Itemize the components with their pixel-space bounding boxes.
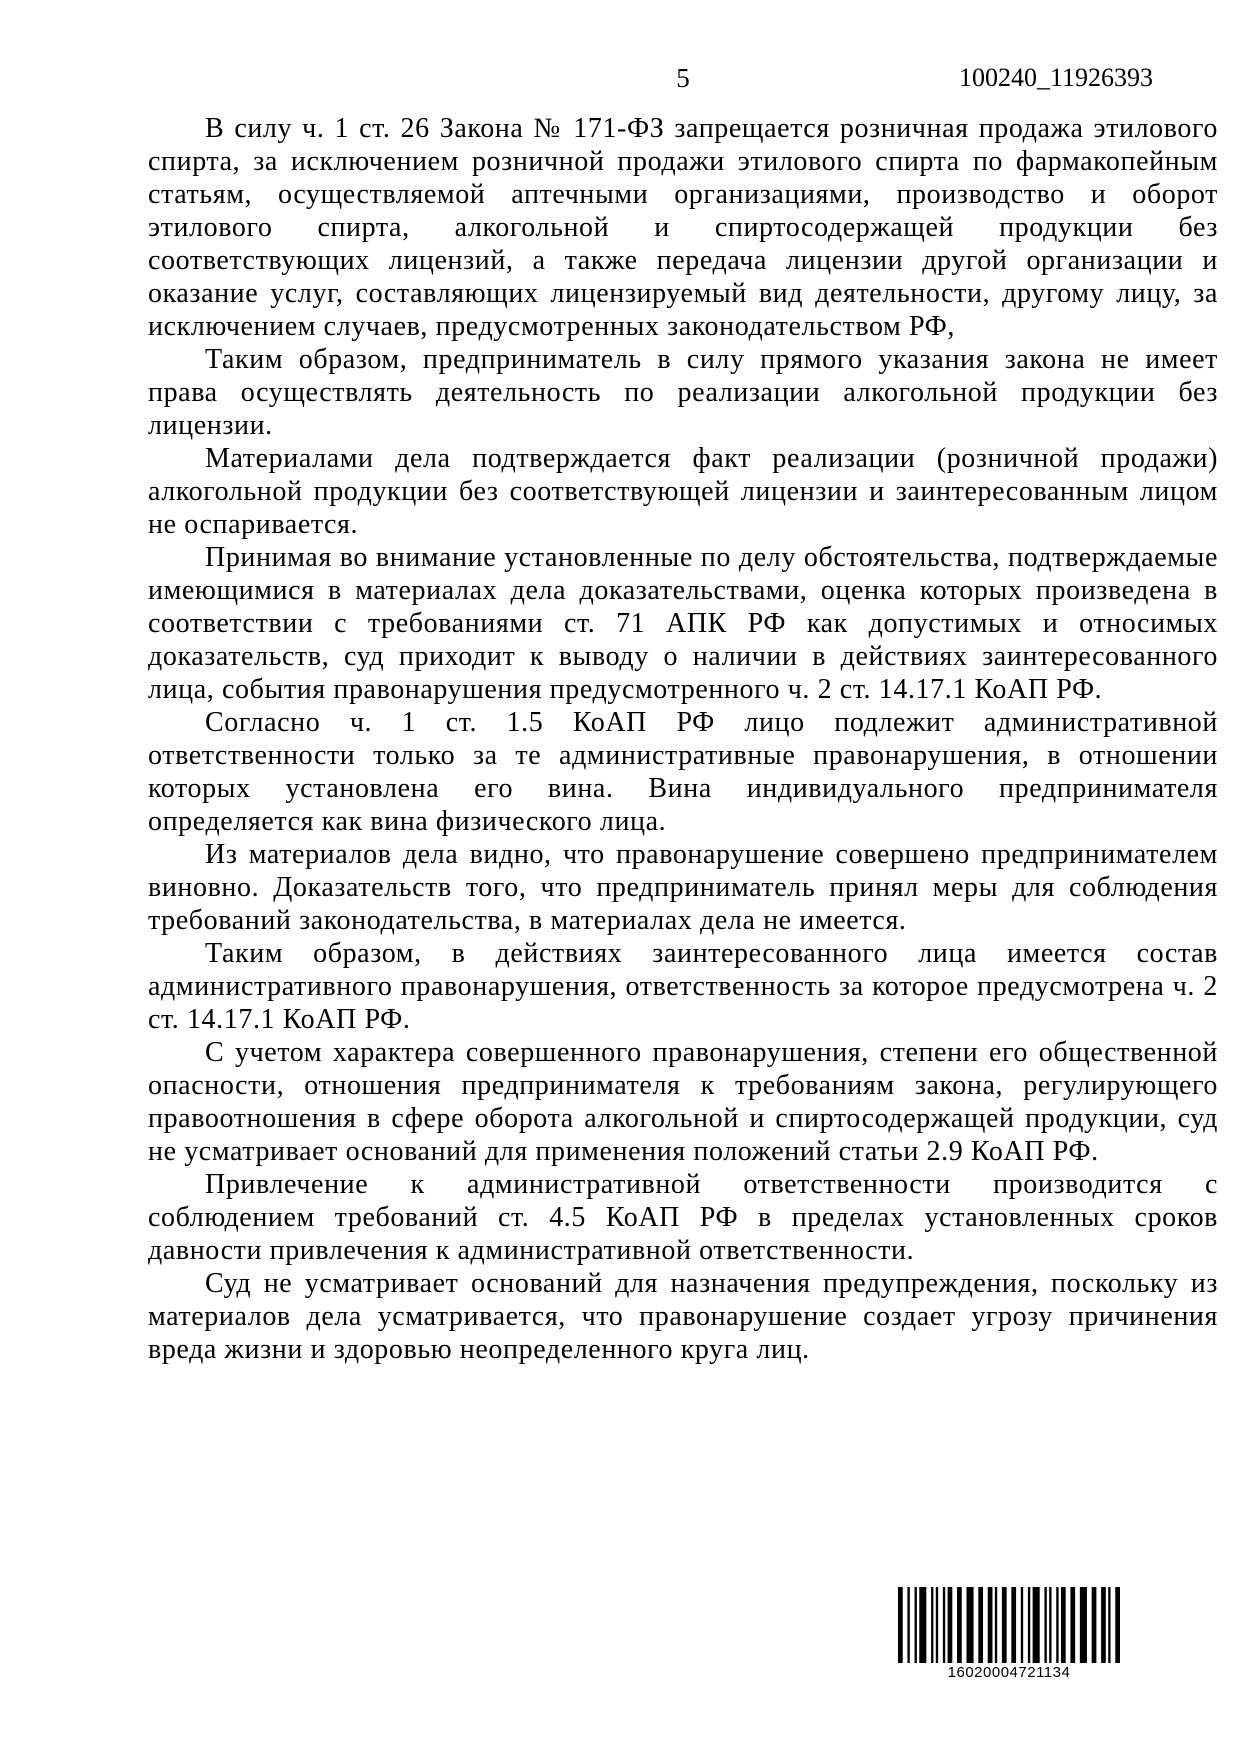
- page-header: [148, 62, 1218, 102]
- page-number: 5: [676, 63, 690, 93]
- paragraph: Из материалов дела видно, что правонарушение совершено предпринимателем виновно. Доказательств того, что предприниматель принял меры для соблюдения требований законодательства, в материалах дела не имеется.: [148, 839, 1218, 936]
- paragraph: С учетом характера совершенного правонарушения, степени его общественной опасности, отношения предпринимателя к требованиям закона, регулирующего правоотношения в сфере оборота алкогольной и спиртосодержащей продукции, суд не усматривает оснований для применения положений статьи 2.9 КоАП РФ.: [148, 1037, 1218, 1167]
- paragraph: Согласно ч. 1 ст. 1.5 КоАП РФ лицо подлежит административной ответственности только за те административные правонарушения, в отношении которых установлена его вина. Вина индивидуального предпринимателя определяется как вина физического лица.: [148, 707, 1218, 837]
- paragraph: Привлечение к административной ответственности производится с соблюдением требований ст. 4.5 КоАП РФ в пределах установленных сроков давности привлечения к административной ответственности.: [148, 1169, 1218, 1266]
- paragraph: Материалами дела подтверждается факт реализации (розничной продажи) алкогольной продукции без соответствующей лицензии и заинтересованным лицом не оспаривается.: [148, 443, 1218, 540]
- paragraph: Суд не усматривает оснований для назначения предупреждения, поскольку из материалов дела усматривается, что правонарушение создает угрозу причинения вреда жизни и здоровью неопределенного круга лиц.: [148, 1268, 1218, 1365]
- paragraph: Таким образом, предприниматель в силу прямого указания закона не имеет права осуществлять деятельность по реализации алкогольной продукции без лицензии.: [148, 344, 1218, 441]
- paragraph: Таким образом, в действиях заинтересованного лица имеется состав административного правонарушения, ответственность за которое предусмотрена ч. 2 ст. 14.17.1 КоАП РФ.: [148, 938, 1218, 1035]
- document-id: 100240_11926393: [958, 63, 1153, 92]
- barcode-bars-image: [898, 1587, 1120, 1663]
- paragraph: В силу ч. 1 ст. 26 Закона № 171-ФЗ запрещается розничная продажа этилового спирта, за исключением розничной продажи этилового спирта по фармакопейным статьям, осуществляемой аптечными организациями, производство и оборот этилового спирта, алкогольной и спиртосодержащей продукции без соответствующих лицензий, а также передача лицензии другой организации и оказание услуг, составляющих лицензируемый вид деятельности, другому лицу, за исключением случаев, предусмотренных законодательством РФ,: [148, 113, 1218, 342]
- barcode-number: 16020004721134: [947, 1664, 1071, 1681]
- barcode: [898, 1587, 1120, 1681]
- paragraph: Принимая во внимание установленные по делу обстоятельства, подтверждаемые имеющимися в материалах дела доказательствами, оценка которых произведена в соответствии с требованиями ст. 71 АПК РФ как допустимых и относимых доказательств, суд приходит к выводу о наличии в действиях заинтересованного лица, события правонарушения предусмотренного ч. 2 ст. 14.17.1 КоАП РФ.: [148, 542, 1218, 705]
- document-body-text: [148, 112, 1218, 1366]
